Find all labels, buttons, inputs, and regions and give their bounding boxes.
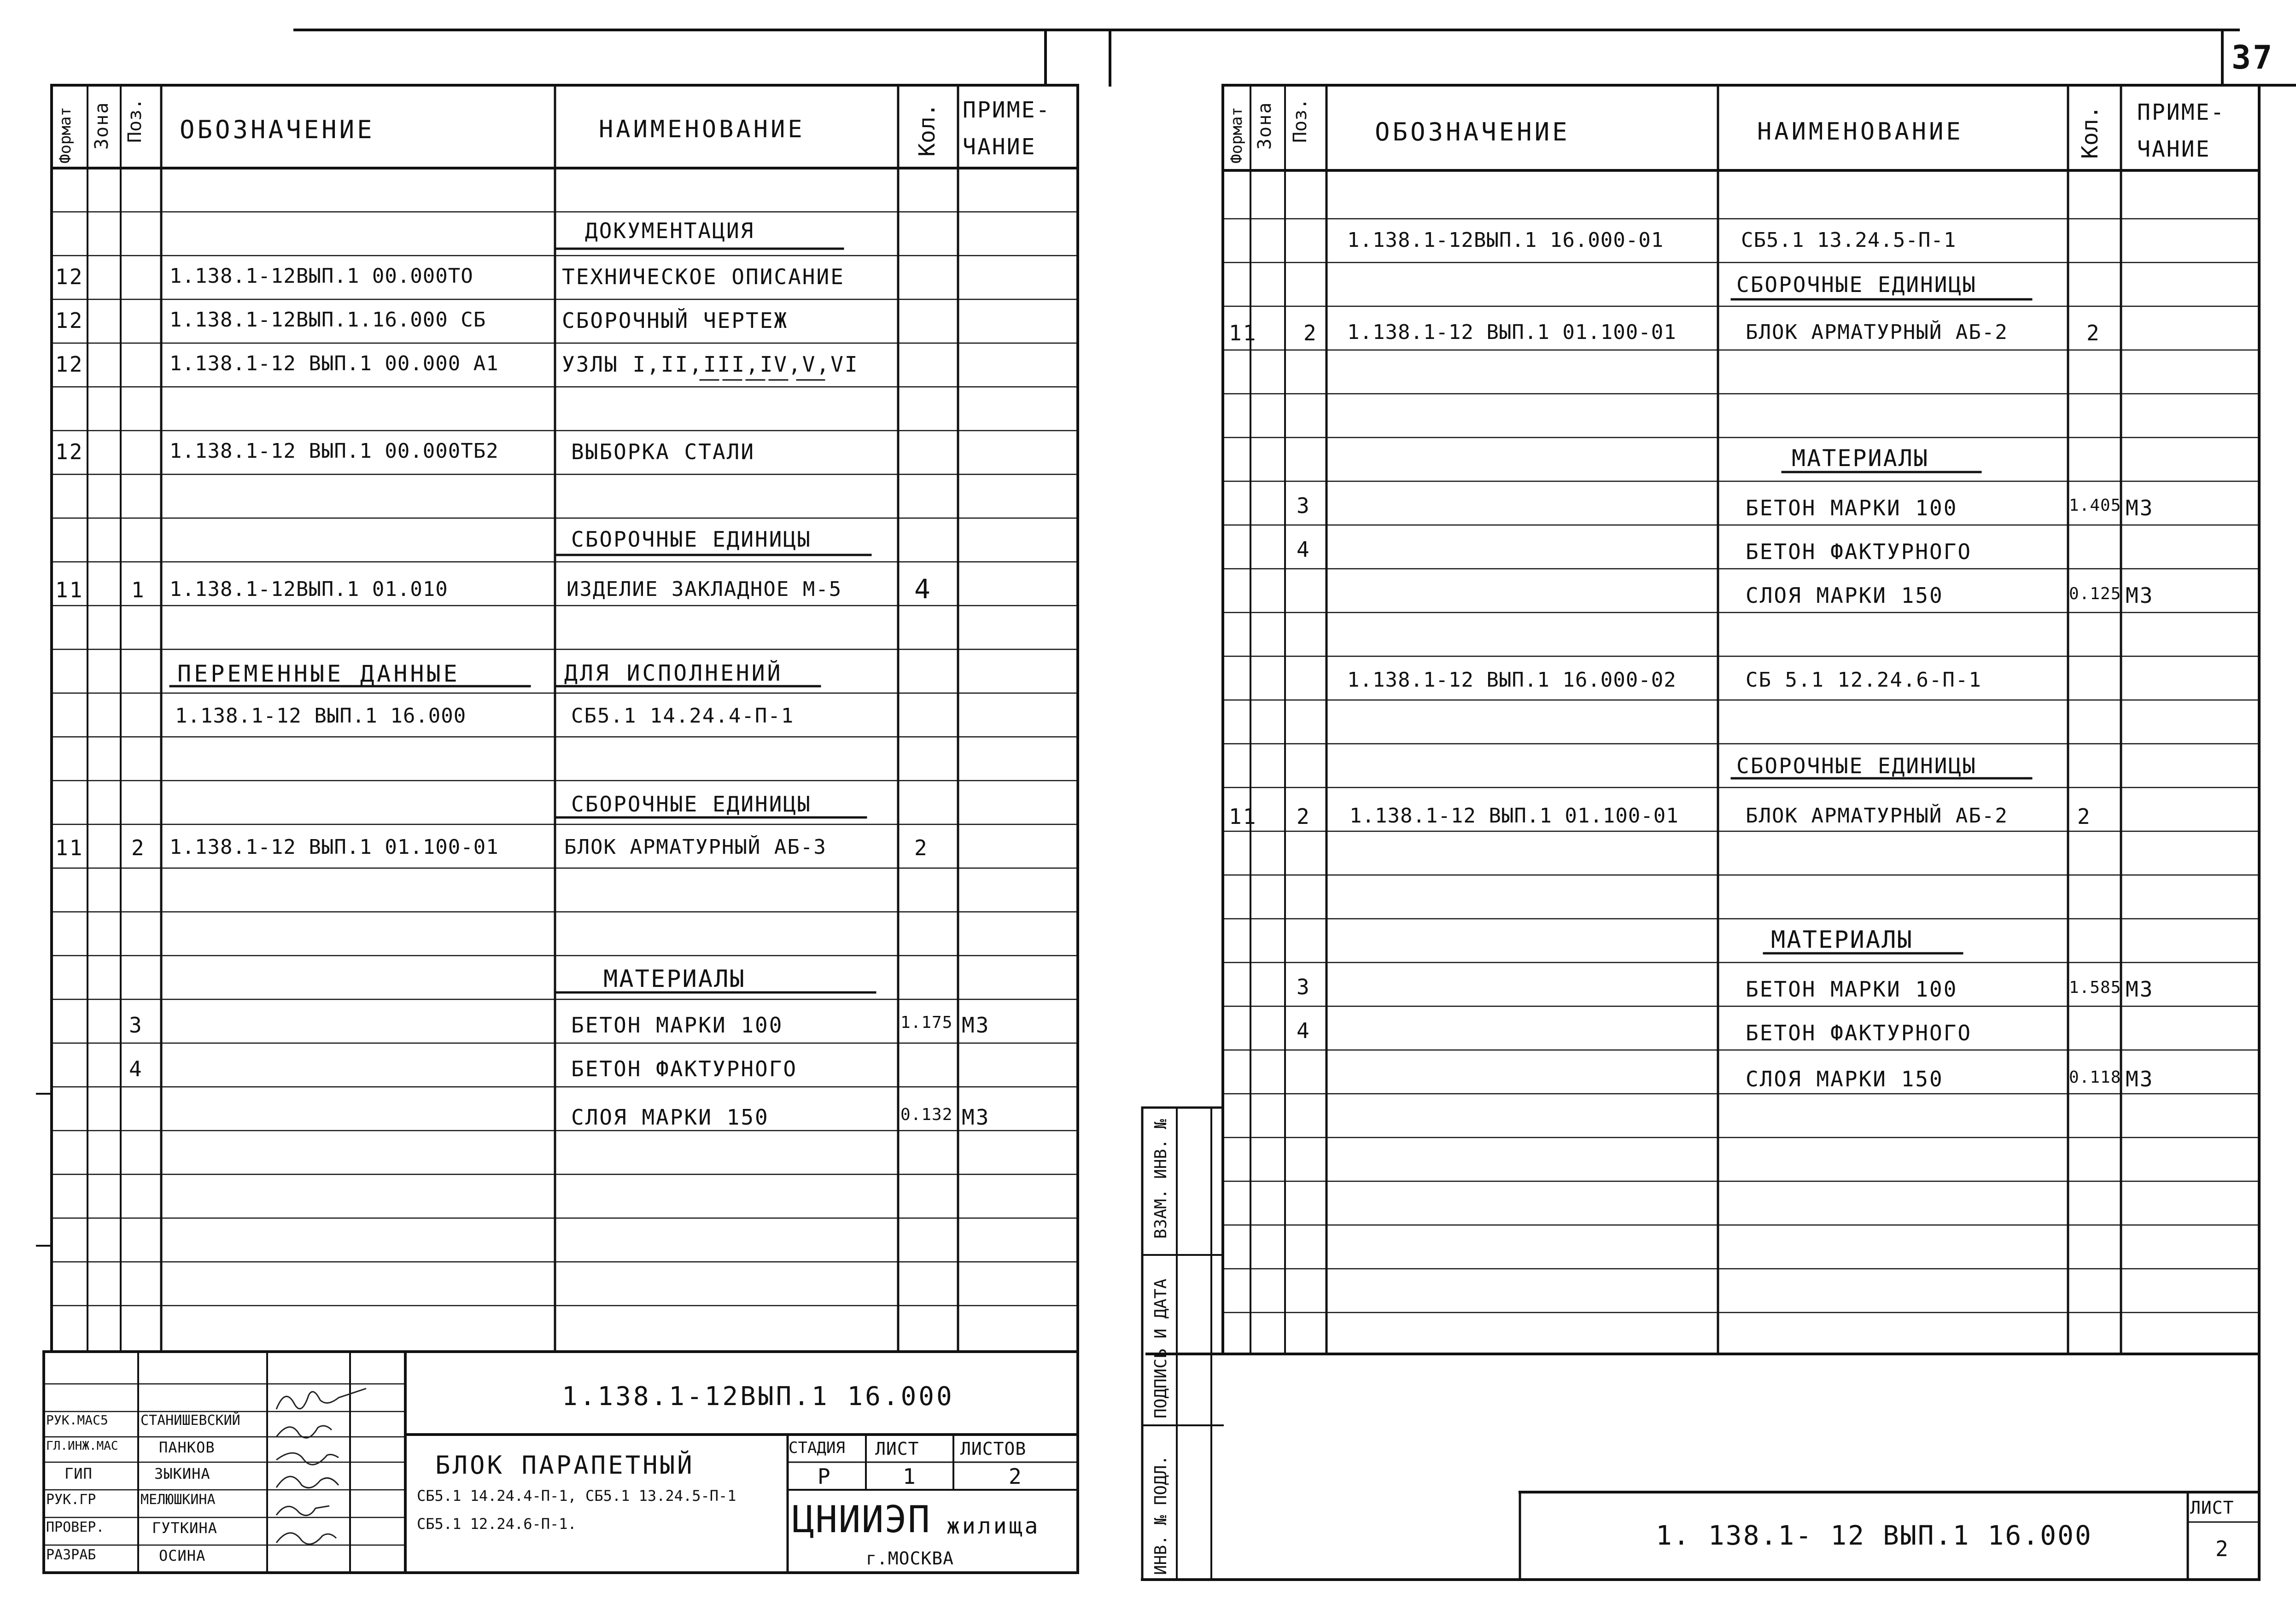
- position-cell: 2: [1297, 804, 1311, 829]
- designation-cell: 1.138.1-12ВЫП.1 01.010: [169, 578, 448, 601]
- product-variants: СБ5.1 12.24.6-П-1.: [417, 1515, 577, 1533]
- title-doc-code: 1.138.1-12ВЫП.1 16.000: [562, 1382, 954, 1412]
- signature-mark: [276, 1533, 336, 1544]
- position-cell: 4: [129, 1056, 143, 1081]
- header-pos: Поз.: [124, 98, 146, 143]
- position-cell: 3: [1297, 493, 1311, 518]
- name-cell: БЛОК АРМАТУРНЫЙ АБ-2: [1746, 804, 2008, 828]
- name-cell: БЕТОН ФАКТУРНОГО: [571, 1056, 798, 1081]
- header-note-1: ПРИМЕ-: [963, 97, 1051, 123]
- stage-value: Р: [818, 1464, 832, 1489]
- name-cell: ИЗДЕЛИЕ ЗАКЛАДНОЕ М-5: [567, 578, 842, 601]
- designation-cell: 1.138.1-12ВЫП.1 00.000ТО: [169, 264, 473, 288]
- qty-cell: 2: [914, 835, 929, 860]
- section-heading: МАТЕРИАЛЫ: [1792, 445, 1929, 472]
- section-heading: СБОРОЧНЫЕ ЕДИНИЦЫ: [1736, 272, 1977, 297]
- name-cell: СБ 5.1 12.24.6-П-1: [1746, 668, 1982, 692]
- side-label-inv-vzam: ВЗАМ. ИНВ. №: [1151, 1119, 1170, 1239]
- position-cell: 3: [129, 1013, 143, 1038]
- name-cell: БЕТОН МАРКИ 100: [1746, 977, 1958, 1002]
- role-label: ПРОВЕР.: [46, 1519, 105, 1535]
- name-cell: БЕТОН МАРКИ 100: [571, 1013, 783, 1038]
- header-name: НАИМЕНОВАНИЕ: [1757, 118, 1963, 146]
- name-cell: УЗЛЫ I,II,III,IV,V,VI: [562, 352, 859, 377]
- header-designation: ОБОЗНАЧЕНИЕ: [180, 115, 375, 144]
- designation-cell: 1.138.1-12 ВЫП.1 00.000 А1: [169, 352, 499, 375]
- person-name: ОСИНА: [159, 1547, 206, 1564]
- name-cell: СБ5.1 13.24.5-П-1: [1741, 228, 1957, 252]
- role-label: ГЛ.ИНЖ.МАС: [46, 1439, 118, 1453]
- header-qty: Кол.: [2077, 105, 2103, 159]
- role-label: ГИП: [64, 1465, 93, 1482]
- section-heading: МАТЕРИАЛЫ: [603, 965, 746, 993]
- header-designation: ОБОЗНАЧЕНИЕ: [1375, 117, 1570, 146]
- name-cell: БЛОК АРМАТУРНЫЙ АБ-3: [564, 835, 827, 859]
- position-cell: 4: [1297, 537, 1311, 562]
- sheet-label: ЛИСТ: [875, 1439, 919, 1459]
- qty-cell: 0.125: [2069, 584, 2121, 603]
- signature-mark: [276, 1506, 329, 1516]
- name-cell: СЛОЯ МАРКИ 150: [1746, 1067, 1944, 1091]
- side-label-sign-date: ПОДПИСЬ И ДАТА: [1151, 1278, 1170, 1418]
- qty-cell: 1.585: [2069, 978, 2121, 997]
- qty-cell: 0.118: [2069, 1068, 2121, 1087]
- position-cell: 1: [131, 578, 146, 602]
- name-cell: СБОРОЧНЫЙ ЧЕРТЕЖ: [562, 308, 789, 333]
- person-name: СТАНИШЕВСКИЙ: [140, 1412, 240, 1429]
- position-cell: 4: [1297, 1018, 1311, 1043]
- header-note-2: ЧАНИЕ: [963, 134, 1036, 160]
- header-pos: Поз.: [1290, 98, 1311, 143]
- format-cell: 11: [55, 578, 84, 602]
- org-logo: ЦНИИЭП: [792, 1498, 931, 1541]
- header-qty: Кол.: [914, 103, 940, 157]
- note-cell: М3: [2126, 583, 2154, 608]
- person-name: ЗЫКИНА: [154, 1465, 210, 1482]
- header-name: НАИМЕНОВАНИЕ: [599, 116, 805, 143]
- signature-mark: [276, 1476, 339, 1488]
- qty-cell: 4: [914, 573, 932, 605]
- name-cell: БЕТОН ФАКТУРНОГО: [1746, 1021, 1972, 1045]
- section-heading: ДОКУМЕНТАЦИЯ: [585, 218, 755, 243]
- stage-label: СТАДИЯ: [789, 1439, 845, 1457]
- designation-cell: 1.138.1-12ВЫП.1 16.000-01: [1347, 228, 1664, 252]
- page-number: 37: [2232, 39, 2274, 76]
- section-heading: СБОРОЧНЫЕ ЕДИНИЦЫ: [1736, 753, 1977, 778]
- qty-cell: 2: [2077, 804, 2092, 829]
- header-format: Формат: [56, 107, 75, 163]
- section-heading: ПЕРЕМЕННЫЕ ДАННЫЕ: [177, 660, 460, 687]
- note-cell: М3: [2126, 1067, 2154, 1091]
- format-cell: 12: [55, 352, 84, 377]
- header-note-2: ЧАНИЕ: [2137, 136, 2211, 162]
- format-cell: 12: [55, 308, 84, 333]
- name-cell: ВЫБОРКА СТАЛИ: [571, 439, 755, 464]
- format-cell: 11: [1229, 321, 1257, 345]
- stamp-sheet-label: ЛИСТ: [2190, 1498, 2234, 1518]
- designation-cell: 1.138.1-12 ВЫП.1 16.000: [175, 704, 467, 728]
- qty-cell: 1.175: [900, 1013, 953, 1032]
- stamp-sheet-value: 2: [2215, 1536, 2230, 1561]
- qty-cell: 0.132: [900, 1105, 953, 1124]
- side-label-inv-podl: ИНВ. № ПОДЛ.: [1151, 1455, 1170, 1575]
- header-note-1: ПРИМЕ-: [2137, 99, 2226, 125]
- section-heading: ДЛЯ ИСПОЛНЕНИЙ: [564, 660, 783, 686]
- format-cell: 11: [55, 835, 84, 860]
- signature-mark: [276, 1453, 339, 1464]
- name-cell: СЛОЯ МАРКИ 150: [1746, 583, 1944, 608]
- format-cell: 12: [55, 439, 84, 464]
- section-heading: МАТЕРИАЛЫ: [1771, 926, 1913, 954]
- name-cell: БЛОК АРМАТУРНЫЙ АБ-2: [1746, 321, 2008, 344]
- stamp-doc-code: 1. 138.1- 12 ВЫП.1 16.000: [1656, 1520, 2092, 1551]
- note-cell: М3: [962, 1013, 990, 1038]
- designation-cell: 1.138.1-12 ВЫП.1 01.100-01: [169, 835, 499, 859]
- position-cell: 2: [1303, 321, 1318, 345]
- designation-cell: 1.138.1-12 ВЫП.1 01.100-01: [1347, 321, 1677, 344]
- org-name: жилища: [946, 1513, 1040, 1539]
- designation-cell: 1.138.1-12 ВЫП.1 16.000-02: [1347, 668, 1677, 692]
- role-label: РАЗРАБ: [46, 1547, 96, 1563]
- format-cell: 12: [55, 264, 84, 289]
- designation-cell: 1.138.1-12ВЫП.1.16.000 СБ: [169, 308, 486, 332]
- sheets-value: 2: [1009, 1464, 1023, 1489]
- header-format: Формат: [1227, 107, 1246, 163]
- position-cell: 2: [131, 835, 146, 860]
- designation-cell: 1.138.1-12 ВЫП.1 00.000ТБ2: [169, 439, 499, 463]
- role-label: РУК.ГР: [46, 1492, 96, 1508]
- signature-mark: [276, 1426, 332, 1438]
- name-cell: СЛОЯ МАРКИ 150: [571, 1105, 769, 1130]
- position-cell: 3: [1297, 974, 1311, 999]
- sheets-label: ЛИСТОВ: [960, 1439, 1027, 1459]
- person-name: ГУТКИНА: [152, 1519, 217, 1537]
- org-city: г.МОСКВА: [866, 1548, 954, 1569]
- section-heading: СБОРОЧНЫЕ ЕДИНИЦЫ: [571, 792, 812, 817]
- product-name: БЛОК ПАРАПЕТНЫЙ: [435, 1451, 695, 1480]
- product-variants: СБ5.1 14.24.4-П-1, СБ5.1 13.24.5-П-1: [417, 1487, 736, 1505]
- qty-cell: 2: [2086, 321, 2101, 345]
- qty-cell: 1.405: [2069, 496, 2121, 515]
- sheet-value: 1: [903, 1464, 917, 1489]
- note-cell: М3: [962, 1105, 990, 1130]
- name-cell: СБ5.1 14.24.4-П-1: [571, 704, 795, 728]
- name-cell: БЕТОН ФАКТУРНОГО: [1746, 539, 1972, 564]
- name-cell: ТЕХНИЧЕСКОЕ ОПИСАНИЕ: [562, 264, 845, 289]
- section-heading: СБОРОЧНЫЕ ЕДИНИЦЫ: [571, 527, 812, 552]
- person-name: ПАНКОВ: [159, 1439, 215, 1456]
- signature-mark: [276, 1388, 366, 1409]
- name-cell: БЕТОН МАРКИ 100: [1746, 496, 1958, 520]
- format-cell: 11: [1229, 804, 1257, 829]
- role-label: РУК.МАС5: [46, 1412, 108, 1428]
- header-zone: Зона: [1254, 101, 1275, 150]
- designation-cell: 1.138.1-12 ВЫП.1 01.100-01: [1350, 804, 1679, 828]
- note-cell: М3: [2126, 496, 2154, 520]
- person-name: МЕЛЮШКИНА: [140, 1492, 216, 1508]
- note-cell: М3: [2126, 977, 2154, 1002]
- header-zone: Зона: [91, 101, 112, 150]
